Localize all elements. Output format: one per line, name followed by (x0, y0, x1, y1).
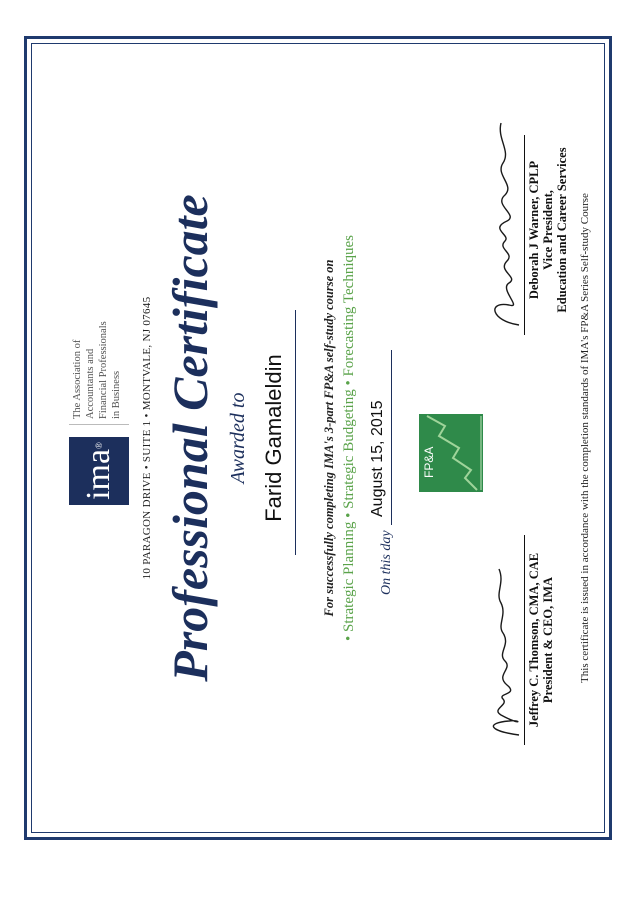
fpa-badge (419, 414, 483, 492)
signer-left (527, 525, 555, 755)
completion-text: For successfully completing IMA's 3-part FP&A self-study course on (322, 259, 336, 617)
signer-left-title: President & CEO, IMA (541, 576, 555, 704)
logo-registered: ® (94, 442, 104, 449)
recipient-underline (295, 310, 296, 555)
tagline-line: in Business (111, 370, 122, 419)
signature-line-right (524, 135, 525, 335)
tagline-line: The Association of (72, 339, 83, 419)
signer-right-name: Deborah J Warner, CPLP (527, 160, 541, 300)
signer-right (527, 115, 569, 345)
signature-thomson (479, 535, 527, 765)
footer-note: This certificate is issued in accordance with the completion standards of IMA's FP&A Series Self-study Course (579, 193, 591, 683)
certificate (39, 51, 597, 825)
logo-mark: ima (80, 448, 117, 500)
signature-warner (479, 105, 527, 345)
signer-right-department: Education and Career Services (555, 147, 569, 313)
certificate-title: Professional Certificate (162, 194, 218, 682)
handwritten-signature-right (479, 105, 527, 345)
tagline-line: Accountants and (85, 348, 96, 419)
signer-left-name: Jeffrey C. Thomson, CMA, CAE (527, 552, 541, 728)
tagline-line: Financial Professionals (98, 321, 109, 419)
on-this-day-label: On this day (379, 530, 394, 595)
handwritten-signature-left (479, 535, 527, 765)
fpa-badge-label: FP&A (422, 446, 436, 478)
recipient-name: Farid Gamaleldin (261, 354, 286, 522)
address: 10 PARAGON DRIVE • SUITE 1 • MONTVALE, NJ 07645 (141, 296, 153, 580)
awarded-to: Awarded to (227, 392, 249, 484)
signature-line-left (524, 535, 525, 745)
certificate-rotated-content (39, 51, 597, 825)
logo-row (61, 51, 141, 825)
logo-divider (69, 424, 129, 425)
signer-right-title: Vice President, (541, 190, 555, 270)
course-list: • Strategic Planning • Strategic Budgeting • Forecasting Techniques (341, 234, 357, 642)
association-tagline (71, 289, 123, 419)
completion-date: August 15, 2015 (369, 400, 386, 517)
ima-logo (69, 437, 129, 505)
date-underline (391, 350, 392, 525)
